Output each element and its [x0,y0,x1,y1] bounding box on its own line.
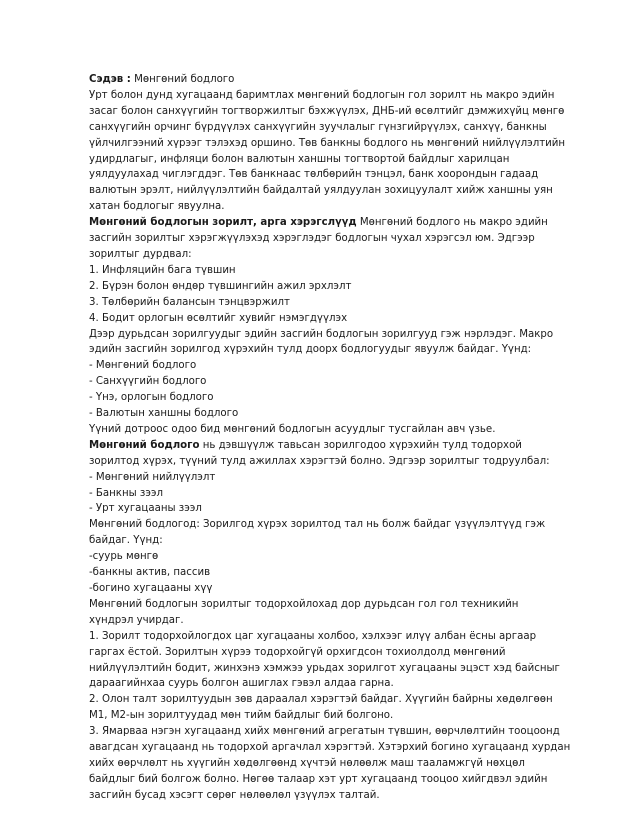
goals-intro [89,231,551,263]
list-item: - Санхүүгийн бодлого [89,376,207,388]
text-line: удирдлагыг, инфляци болон валютын ханшны тогтвортой байдлыг харилцан [89,153,510,165]
policy-line-rest: нь дэвшүүлж тавьсан зорилгодоо хүрэхийн тулд тодорхой [199,439,522,451]
topic-line [89,72,551,88]
focus-line: Үүний дотроос одоо бид мөнгөний бодлогын асуудлыг тусгайлан авч үзье. [89,423,496,435]
intro-paragraph [89,88,566,215]
text-line: байдаг. Үүнд: [89,535,163,547]
text-line: засаг болон санхүүгийн тогтворжилтыг бэхжүүлэх, ДНБ-ий өсөлтийг дэмжихүйц мөнгө [89,105,565,117]
text-line: засгийн зорилтыг хэрэгжүүлэхэд хэрэглэдэг бодлогын чухал хэрэгсэл юм. Эдгээр [89,233,535,245]
text-line: Мөнгөний бодлогод: Зорилгод хүрэх зорилтод тал нь болж байдаг үзүүлэлтүүд гэж [89,519,546,531]
list-item: 2. Бүрэн болон өндөр түвшингийн ажил эрхлэлт [89,280,352,292]
tools-list [89,549,551,597]
text-line: гаргах ёстой. Зорилтын хүрээ тодорхойгүй орхигдсон тохиолдолд мөнгөний [89,646,506,658]
topic-label: Сэдэв : [89,74,131,85]
text-line: валютын эрэлт, нийлүүлэлтийн байдалтай уялдуулан зохицуулалт хийж ханшны уян [89,185,553,197]
text-line: зорилтод хүрэх, түүний тулд ажиллах хэрэгтэй болно. Эдгээр зорилтыг тодруулбал: [89,455,550,467]
list-item: 4. Бодит орлогын өсөлтийг хувийг нэмэгдүүлэх [89,312,348,324]
list-item: -банкны актив, пассив [89,567,211,579]
techniques-list [89,629,571,804]
text-line: уялдуулахад чиглэгддэг. Төв банкнаас төлбөрийн тэнцэл, банк хоорондын гадаад [89,169,539,181]
text-line: засгийн бусад хэсэгт сөрөг нөлөөлөл үзүүлэх талтай. [89,789,380,801]
text-line: эдийн засгийн зорилгод хүрэхийн тулд доорх бодлогуудыг явуулж байдаг. Үүнд: [89,344,532,356]
techniques-intro [89,597,551,629]
text-line: хатан бодлогыг явуулна. [89,201,225,213]
tools-intro [89,517,551,549]
text-line: санхүүгийн орчинг бүрдүүлэх санхүүгийн зуучлалыг гүнзгийрүүлэх, санхүү, банкны [89,121,547,133]
text-line: 1. Зорилт тодорхойлогдох цаг хугацааны холбоо, хэлхээг илүү албан ёсны аргаар [89,630,537,642]
document-page [89,72,571,804]
goals-heading-rest: Мөнгөний бодлого нь макро эдийн [356,217,548,229]
list-item: - Банкны зээл [89,487,164,499]
text-line: M1, M2-ын зорилтуудад мөн тийм байдлыг бий болгоно. [89,710,394,722]
topic-value: Мөнгөний бодлого [130,74,235,85]
text-line: авагдсан хугацаанд нь тодорхой аргачлал хэрэгтэй. Хэтэрхий богино хугацаанд хурдан [89,742,571,754]
text-line: зорилтыг дурдвал: [89,248,192,260]
text-line: дараагийнхаа суурь болгон ашиглах гэвэл алдаа гарна. [89,678,394,690]
list-item: -суурь мөнгө [89,551,159,563]
list-item: - Урт хугацааны зээл [89,503,202,515]
text-line: үйлчилгээний хүрээг тэлэхэд оршино. Төв банкны бодлого нь мөнгөний нийлүүлэлтийн [89,137,566,149]
list-item: 3. Төлбөрийн балансын тэнцвэржилт [89,296,290,308]
text-line: Урт болон дунд хугацаанд баримтлах мөнгөний бодлогын гол зорилт нь макро эдийн [89,89,555,101]
text-line: 3. Ямарваа нэгэн хугацаанд хийх мөнгөний агрегатын түвшин, өөрчлөлтийн тооцоонд [89,726,560,738]
policy-line [89,438,551,454]
list-item: - Мөнгөний нийлүүлэлт [89,471,216,483]
text-line: 2. Олон талт зорилтуудын зөв дараалал хэрэгтэй байдаг. Хүүгийн байрны хөдөлгөөн [89,694,553,706]
list-item: - Үнэ, орлогын бодлого [89,392,214,404]
text-line: байдлыг бий болгож болно. Нөгөө талаар хэт урт хугацаанд тооцоо хийгдвэл эдийн [89,773,548,785]
text-line: Мөнгөний бодлогын зорилтыг тодорхойлохад дор дурьдсан гол гол техникийн [89,598,519,610]
text-line: хүндрэл учирдаг. [89,614,184,626]
policy-bold-term: Мөнгөний бодлого [89,439,200,451]
list-item: 1. Инфляцийн бага түвшин [89,264,236,276]
policies-intro [89,327,554,359]
text-line: хийх өөрчлөлт нь хүүгийн хөдөлгөөнд хүчтэй нөлөөлж маш тааламжгүй нөхцөл [89,757,525,769]
list-item: - Мөнгөний бодлого [89,360,197,372]
list-item: - Валютын ханшны бодлого [89,408,239,420]
goals-list [89,263,551,327]
list-item: -богино хугацааны хүү [89,583,213,594]
targets-list [89,470,551,518]
goals-heading: Мөнгөний бодлогын зорилт, арга хэрэгслүүд [89,217,357,229]
text-line: нийлүүлэлтийн бодит, жинхэнэ хэмжээ урьдах зорилгот хугацааны эцэст хэд байсныг [89,662,560,674]
goals-heading-line [89,215,551,231]
policies-list [89,358,551,422]
text-line: Дээр дурьдсан зорилгуудыг эдийн засгийн бодлогын зорилгууд гэж нэрлэдэг. Макро [89,328,554,340]
